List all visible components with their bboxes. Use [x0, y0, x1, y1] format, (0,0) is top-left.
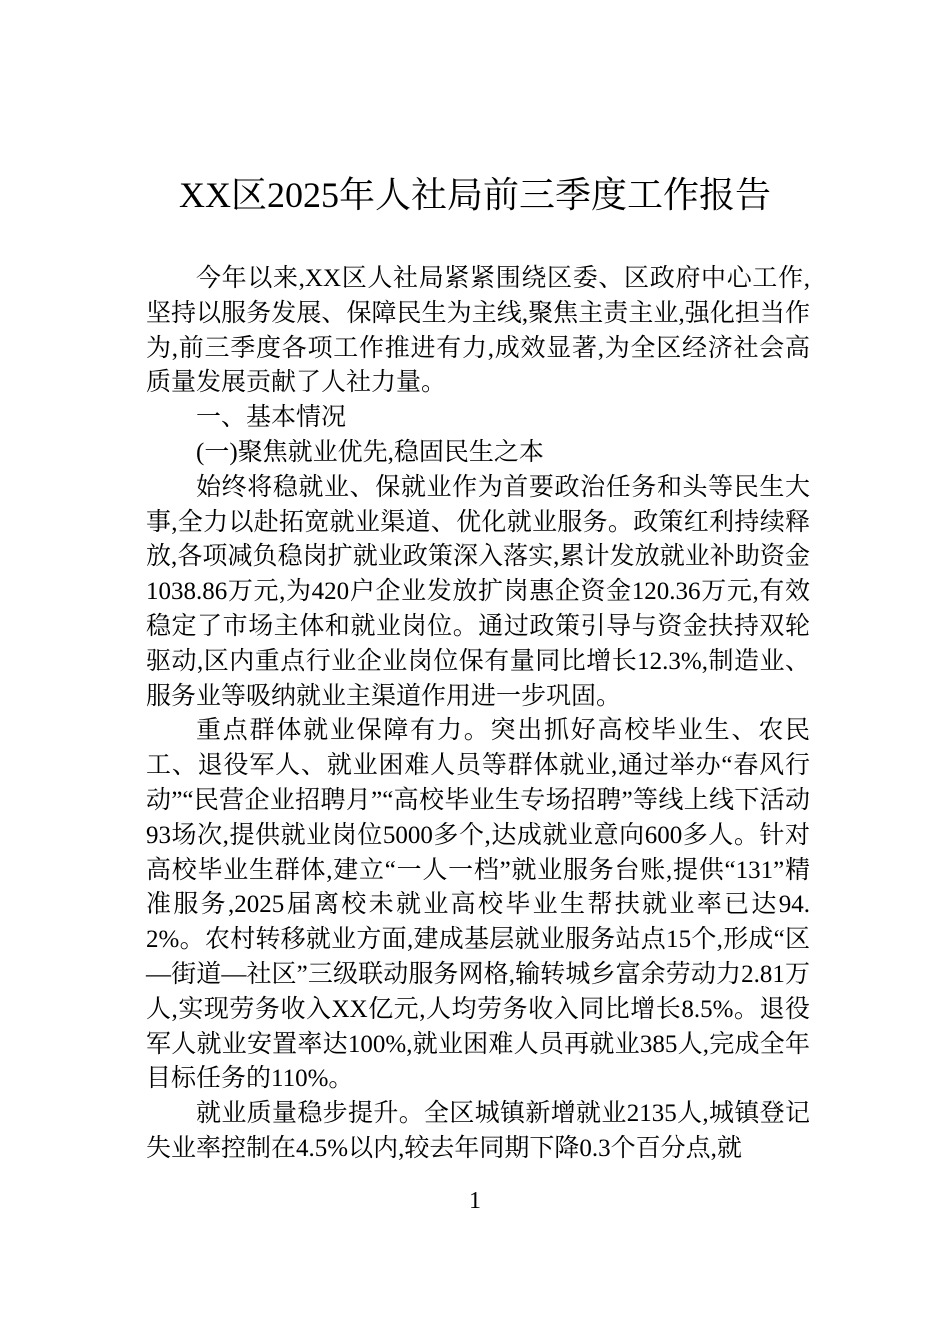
document-body [146, 262, 810, 1167]
section-heading: 一、基本情况 [196, 404, 347, 432]
body-paragraph: 就业质量稳步提升。全区城镇新增就业2135人,城镇登记失业率控制在4.5%以内,较去年同期下降0.3个百分点,就 [146, 1100, 810, 1162]
page-number: 1 [469, 1188, 481, 1214]
body-paragraph: 始终将稳就业、保就业作为首要政治任务和头等民生大事,全力以赴拓宽就业渠道、优化就业服务。政策红利持续释放,各项减负稳岗扩就业政策深入落实,累计发放就业补助资金1038.86万元,为420户企业发放扩岗惠企资金120.36万元,有效稳定了市场主体和就业岗位。通过政策引导与资金扶持双轮驱动,区内重点行业企业岗位保有量同比增长12.3%,制造业、服务业等吸纳就业主渠道作用进一步巩固。 [146, 473, 810, 710]
subsection-heading: (一)聚焦就业优先,稳固民生之本 [196, 438, 544, 466]
document-title: XX区2025年人社局前三季度工作报告 [179, 175, 771, 215]
intro-paragraph: 今年以来,XX区人社局紧紧围绕区委、区政府中心工作,坚持以服务发展、保障民生为主线,聚焦主责主业,强化担当作为,前三季度各项工作推进有力,成效显著,为全区经济社会高质量发展贡献了人社力量。 [146, 265, 810, 397]
body-paragraph: 重点群体就业保障有力。突出抓好高校毕业生、农民工、退役军人、就业困难人员等群体就业,通过举办“春风行动”“民营企业招聘月”“高校毕业生专场招聘”等线上线下活动93场次,提供就业岗位5000多个,达成就业意向600多人。针对高校毕业生群体,建立“一人一档”就业服务台账,提供“131”精准服务,2025届离校未就业高校毕业生帮扶就业率已达94.2%。农村转移就业方面,建成基层就业服务站点15个,形成“区—街道—社区”三级联动服务网格,输转城乡富余劳动力2.81万人,实现劳务收入XX亿元,人均劳务收入同比增长8.5%。退役军人就业安置率达100%,就业困难人员再就业385人,完成全年目标任务的110%。 [146, 717, 810, 1093]
